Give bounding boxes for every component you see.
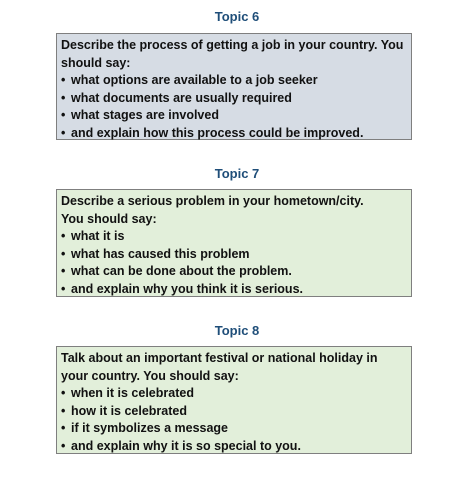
bullet-icon: • [61, 421, 66, 436]
bullet-text: and explain why it is so special to you. [71, 438, 301, 453]
list-item [61, 125, 407, 143]
bullet-text: what stages are involved [71, 108, 219, 123]
topic-6-intro: Describe the process of getting a job in your country. You should say: [61, 38, 404, 70]
list-item [61, 403, 407, 421]
bullet-text: what can be done about the problem. [71, 264, 292, 279]
bullet-icon: • [61, 403, 66, 418]
topic-7-bullet-list [61, 228, 407, 298]
topic-8-title: Topic 8 [214, 323, 260, 338]
list-item [61, 72, 407, 90]
topic-7-intro: Describe a serious problem in your hometown/city. [61, 194, 364, 208]
bullet-icon: • [61, 125, 66, 140]
topic-7-intro-2: You should say: [61, 211, 157, 226]
list-item [61, 246, 407, 264]
bullet-icon: • [61, 246, 66, 261]
bullet-text: and explain why you think it is serious. [71, 281, 303, 296]
list-item [61, 281, 407, 299]
bullet-text: how it is celebrated [71, 403, 188, 418]
topic-7-title: Topic 7 [214, 166, 260, 181]
bullet-text: and explain how this process could be improved. [71, 125, 364, 140]
bullet-icon: • [61, 264, 66, 279]
list-item [61, 228, 407, 246]
bullet-text: what documents are usually required [71, 90, 292, 105]
list-item [61, 263, 407, 281]
list-item [61, 107, 407, 125]
topic-6-title: Topic 6 [214, 9, 260, 24]
bullet-text: what has caused this problem [71, 246, 250, 261]
bullet-text: when it is celebrated [71, 386, 194, 401]
topic-8-intro: Talk about an important festival or national holiday in your country. You should say: [61, 351, 378, 383]
topic-6-card [56, 33, 412, 140]
list-item [61, 90, 407, 108]
topic-8-bullet-list [61, 385, 407, 455]
bullet-icon: • [61, 108, 66, 123]
bullet-icon: • [61, 281, 66, 296]
bullet-icon: • [61, 90, 66, 105]
bullet-icon: • [61, 73, 66, 88]
list-item [61, 420, 407, 438]
bullet-icon: • [61, 386, 66, 401]
list-item [61, 438, 407, 456]
topic-7-card [56, 189, 412, 297]
topic-6-bullet-list [61, 72, 407, 142]
bullet-text: if it symbolizes a message [71, 421, 229, 436]
list-item [61, 385, 407, 403]
bullet-icon: • [61, 229, 66, 244]
bullet-text: what options are available to a job seeker [71, 73, 318, 88]
topic-8-card [56, 346, 412, 454]
bullet-icon: • [61, 438, 66, 453]
bullet-text: what it is [71, 229, 125, 244]
